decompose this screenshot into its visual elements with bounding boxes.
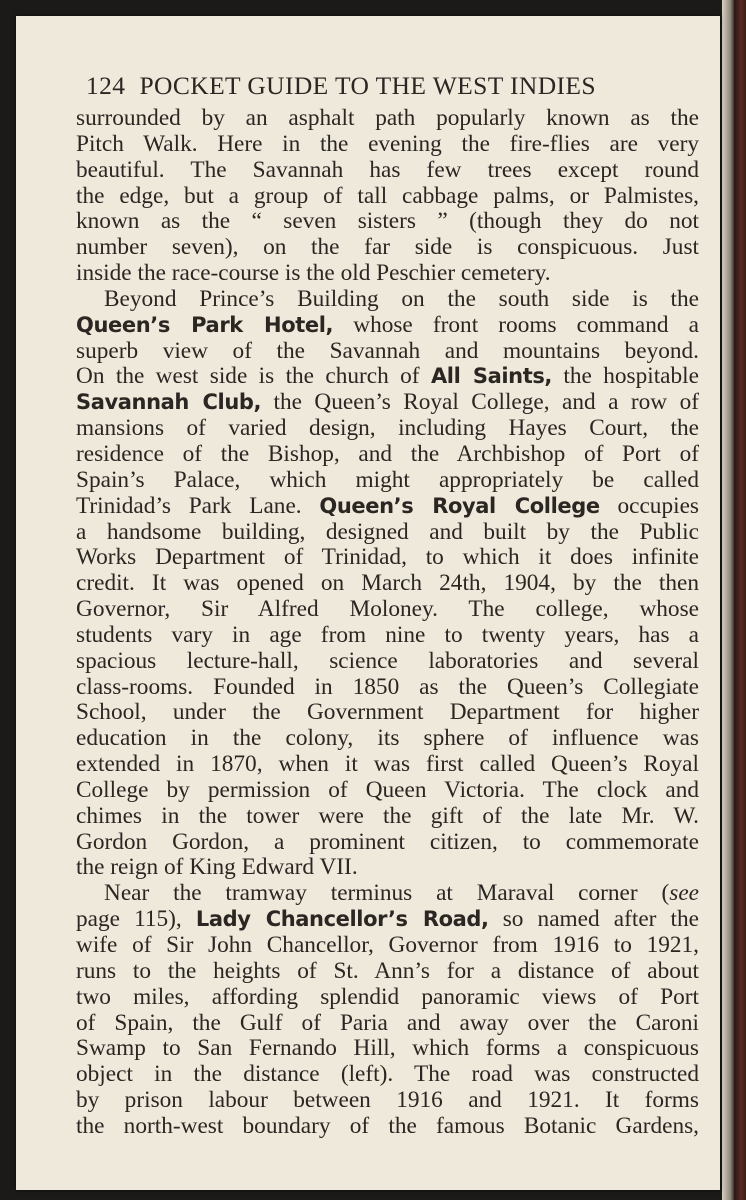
page-edge	[722, 0, 734, 1200]
text-line: object in the distance (left). The road was constructed	[76, 1061, 699, 1088]
text-line: page 115), Lady Chancellor’s Road, so named after the	[76, 906, 699, 933]
place-name-bold: Savannah Club,	[76, 390, 262, 415]
text-line: two miles, affording splendid panoramic views of Port	[76, 983, 699, 1010]
text-line: chimes in the tower were the gift of the late Mr. W.	[76, 802, 699, 829]
text-line: Trinidad’s Park Lane. Queen’s Royal College occupies	[76, 492, 699, 519]
text-line: Swamp to San Fernando Hill, which forms a conspicuous	[76, 1035, 699, 1062]
text-line: the north-west boundary of the famous Botanic Gardens,	[76, 1112, 699, 1139]
page-number: 124	[86, 71, 126, 100]
text-line: Gordon Gordon, a prominent citizen, to commemorate	[76, 828, 699, 855]
place-name-bold: Queen’s Park Hotel,	[76, 312, 334, 337]
text-line: education in the colony, its sphere of influence was	[76, 725, 699, 752]
text-line: number seven), on the far side is conspicuous. Just	[76, 234, 699, 261]
text-line: Near the tramway terminus at Maraval corner (see	[104, 880, 699, 907]
text-line: runs to the heights of St. Ann’s for a distance of about	[76, 957, 699, 984]
text-line: School, under the Government Department for higher	[76, 699, 699, 726]
text-line: students vary in age from nine to twenty years, has a	[76, 621, 699, 648]
text-line: Beyond Prince’s Building on the south side is the	[104, 285, 699, 312]
text-line: Governor, Sir Alfred Moloney. The college, whose	[76, 596, 699, 623]
place-name-bold: All Saints,	[430, 364, 553, 389]
text-line: surrounded by an asphalt path popularly known as the	[76, 105, 699, 131]
text-line: beautiful. The Savannah has few trees except round	[76, 156, 699, 183]
text-line: wife of Sir John Chancellor, Governor from 1916 to 1921,	[76, 932, 699, 958]
running-title: POCKET GUIDE TO THE WEST INDIES	[139, 71, 596, 100]
text-line: College by permission of Queen Victoria. The clock and	[76, 776, 699, 803]
running-head	[86, 66, 699, 106]
text-line: the reign of King Edward VII.	[76, 854, 358, 881]
text-line: residence of the Bishop, and the Archbishop of Port of	[76, 440, 699, 467]
text-line: inside the race-course is the old Peschier cemetery.	[76, 260, 551, 287]
text-line: spacious lecture-hall, science laboratories and several	[76, 647, 699, 674]
text-line: On the west side is the church of All Saints, the hospitable	[76, 363, 699, 390]
place-name-bold: Lady Chancellor’s Road,	[195, 907, 489, 932]
italic-see: see	[669, 880, 699, 907]
text-line: by prison labour between 1916 and 1921. It forms	[76, 1087, 699, 1114]
text-line: Spain’s Palace, which might appropriately be called	[76, 466, 699, 493]
text-line: class-rooms. Founded in 1850 as the Queen’s Collegiate	[76, 673, 699, 700]
text-line: the edge, but a group of tall cabbage palms, or Palmistes,	[76, 182, 699, 209]
text-line: of Spain, the Gulf of Paria and away over the Caroni	[76, 1009, 699, 1036]
book-spine	[734, 0, 746, 1200]
text-line: known as the “ seven sisters ” (though they do not	[76, 208, 699, 235]
text-line: extended in 1870, when it was first called Queen’s Royal	[76, 751, 699, 778]
body-text	[76, 106, 699, 1140]
text-line: mansions of varied design, including Hayes Court, the	[76, 415, 699, 442]
text-line: Pitch Walk. Here in the evening the fire-flies are very	[76, 130, 699, 157]
text-line: Queen’s Park Hotel, whose front rooms command a	[76, 311, 699, 338]
page-content	[76, 66, 699, 1140]
text-line: Savannah Club, the Queen’s Royal College, and a row of	[76, 389, 699, 416]
place-name-bold: Queen’s Royal College	[319, 493, 600, 518]
text-line: superb view of the Savannah and mountains beyond.	[76, 337, 699, 364]
text-line: a handsome building, designed and built by the Public	[76, 518, 699, 545]
text-line: Works Department of Trinidad, to which it does infinite	[76, 544, 699, 571]
text-line: credit. It was opened on March 24th, 1904, by the then	[76, 570, 699, 597]
